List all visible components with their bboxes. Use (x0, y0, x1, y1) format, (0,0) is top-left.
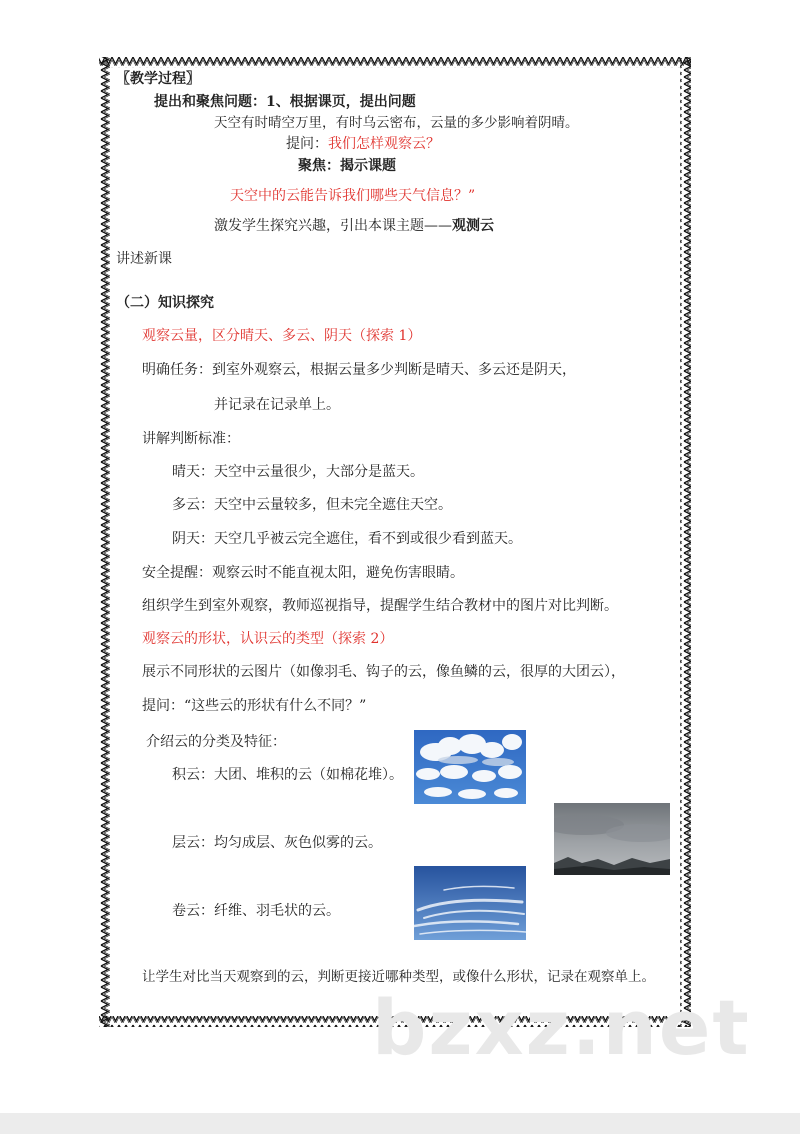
explore1-task-a: 明确任务：到室外观察云，根据云量多少判断是晴天、多云还是阴天， (142, 362, 576, 378)
criteria-cloudy: 多云：天空中云量较多，但未完全遮住天空。 (172, 497, 452, 513)
intro-line-2: 天空有时晴空万里，有时乌云密布，云量的多少影响着阴晴。 (214, 115, 579, 131)
criteria-title: 讲解判断标准： (142, 431, 240, 447)
cloud-type-stratus: 层云：均匀成层、灰色似雾的云。 (172, 835, 382, 851)
conclusion-text: 让学生对比当天观察到的云，判断更接近哪种类型，或像什么形状，记录在观察单上。 (142, 969, 655, 985)
section-new-lesson: 讲述新课 (116, 251, 172, 267)
intro-line-6 (214, 217, 494, 235)
organize-observation: 组织学生到室外观察，教师巡视指导，提醒学生结合教材中的图片对比判断。 (142, 598, 618, 614)
cirrus-cloud-image (414, 866, 526, 940)
criteria-overcast: 阴天：天空几乎被云完全遮住，看不到或很少看到蓝天。 (172, 531, 522, 547)
site-watermark: bzxz.net (372, 983, 751, 1072)
cumulus-cloud-image (414, 730, 526, 804)
explore2-title: 观察云的形状，认识云的类型（探索 2） (142, 631, 394, 647)
explore1-task-b: 并记录在记录单上。 (214, 397, 340, 413)
criteria-sunny: 晴天：天空中云量很少，大部分是蓝天。 (172, 464, 424, 480)
cloud-classification-intro: 介绍云的分类及特征： (146, 734, 286, 750)
topic-prefix: 激发学生探究兴趣，引出本课主题—— (214, 218, 452, 234)
intro-line-4: 聚焦：揭示课题 (298, 158, 396, 174)
explore1-title: 观察云量，区分晴天、多云、阴天（探索 1） (142, 328, 422, 344)
stratus-cloud-image (554, 803, 670, 875)
explore2-ask: 提问：“这些云的形状有什么不同？” (142, 698, 367, 714)
intro-line-5: 天空中的云能告诉我们哪些天气信息？” (230, 188, 476, 204)
intro-line-3 (286, 135, 440, 153)
explore2-show: 展示不同形状的云图片（如像羽毛、钩子的云，像鱼鳞的云，很厚的大团云）， (142, 664, 625, 680)
cloud-type-cumulus: 积云：大团、堆积的云（如棉花堆）。 (172, 767, 403, 783)
section-knowledge: （二）知识探究 (116, 295, 214, 311)
viewer-bottom-bar (0, 1113, 800, 1134)
cloud-type-cirrus: 卷云：纤维、羽毛状的云。 (172, 903, 340, 919)
topic-name: 观测云 (452, 218, 494, 234)
section-title-teaching-process: 〖教学过程〗 (116, 71, 200, 87)
ask-question: 我们怎样观察云？ (328, 136, 440, 152)
safety-reminder: 安全提醒：观察云时不能直视太阳，避免伤害眼睛。 (142, 565, 464, 581)
intro-line-1: 提出和聚焦问题：1、根据课页，提出问题 (154, 94, 416, 110)
ask-prefix: 提问： (286, 136, 328, 152)
